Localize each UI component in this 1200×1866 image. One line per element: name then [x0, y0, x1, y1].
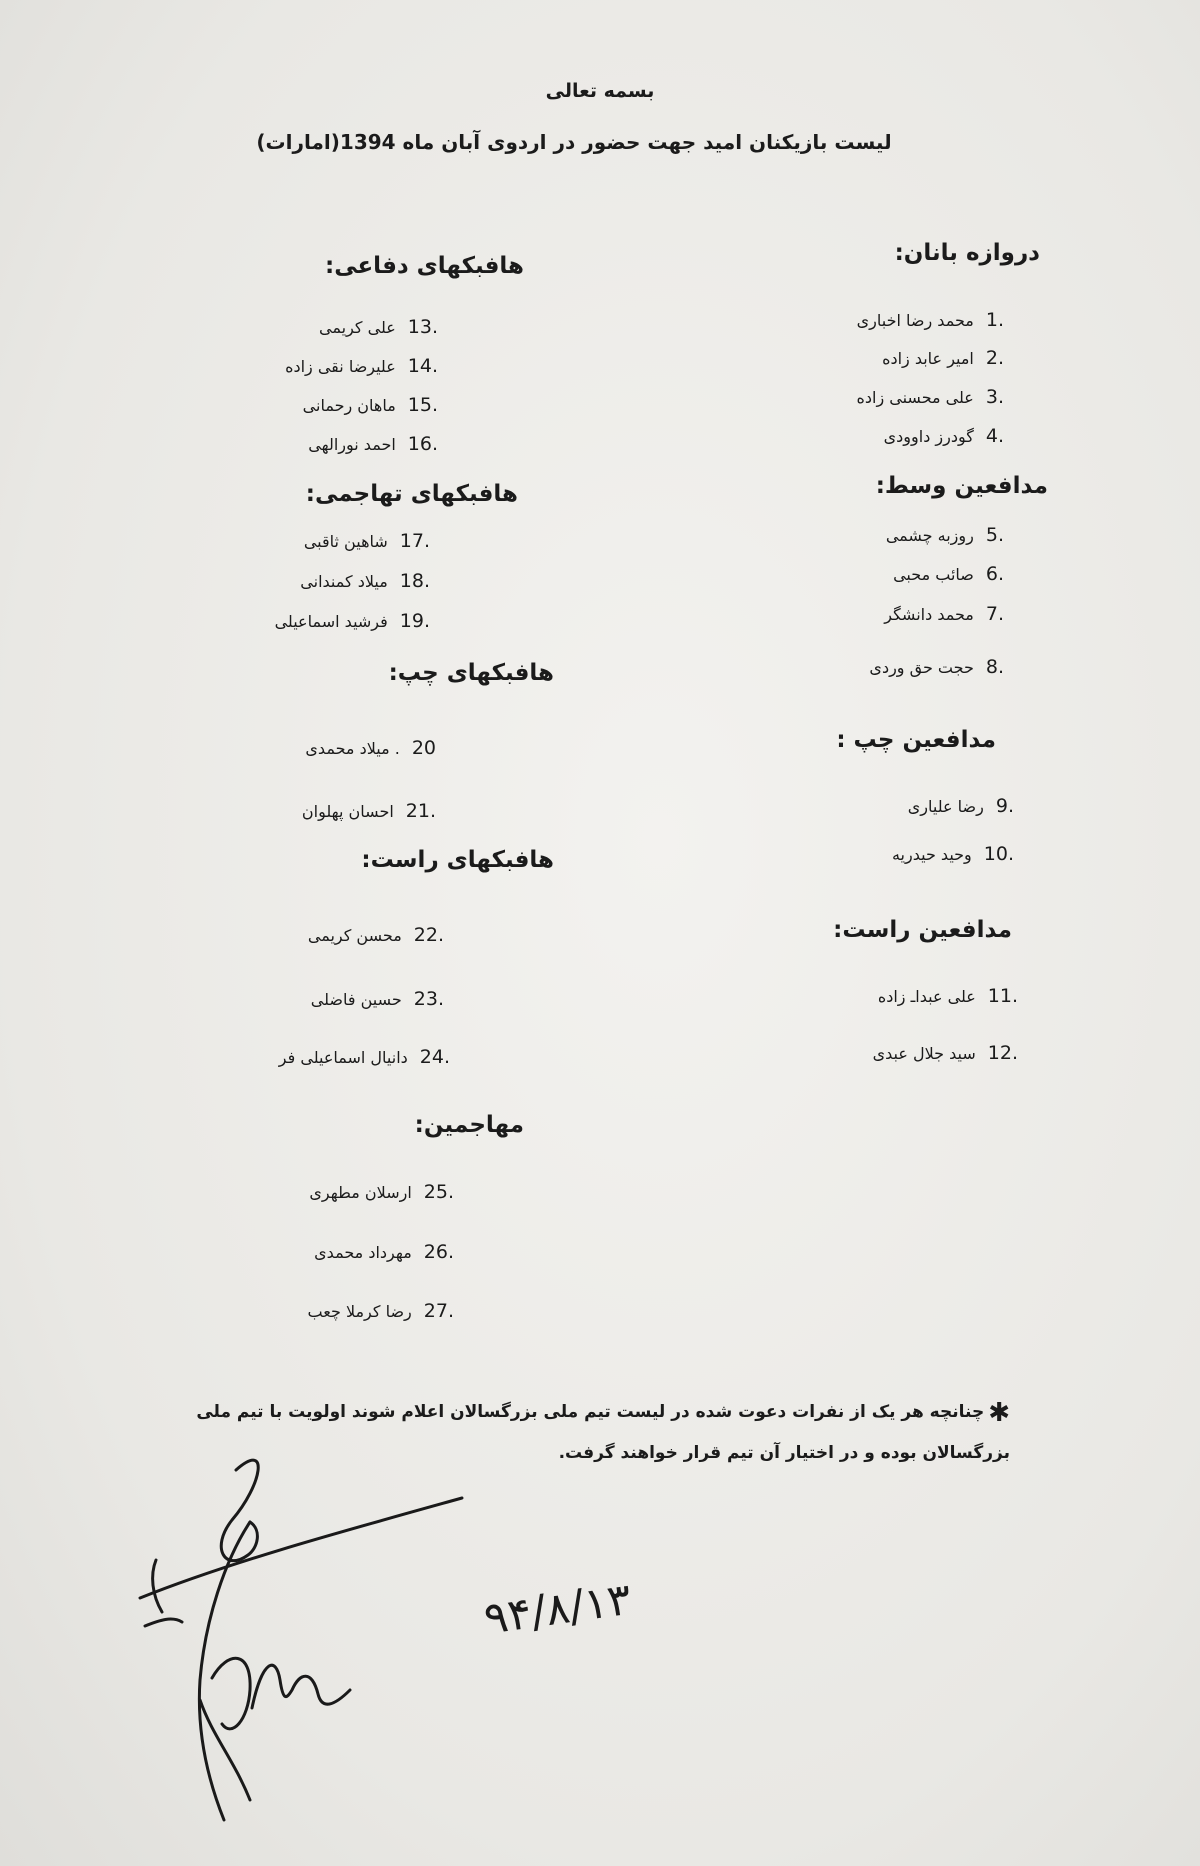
player-name: میلاد کمندانی: [300, 572, 388, 591]
player-name: محسن کریمی: [307, 926, 402, 945]
player-number: 4.: [985, 425, 1004, 447]
section-title-right-backs: مدافعین راست:: [833, 917, 1012, 943]
section-title-center-backs: مدافعین وسط:: [875, 473, 1048, 499]
handwritten-date: ۹۴/۸/۱۳: [480, 1573, 635, 1645]
player-name: محمد رضا اخباری: [856, 311, 974, 330]
section-title-left-backs: مدافعین چپ :: [836, 727, 996, 753]
player-name: محمد دانشگر: [884, 605, 974, 624]
player-number: 2.: [985, 347, 1004, 369]
player-name: گودرز داوودی: [883, 427, 974, 446]
player-number: 7.: [985, 603, 1004, 625]
signature-stroke: [212, 1658, 250, 1729]
player-name: علی کریمی: [319, 318, 396, 337]
player-name: صائب محبی: [893, 565, 974, 584]
signature-loop: [221, 1460, 258, 1561]
player-number: 26.: [423, 1241, 454, 1263]
section-title-defensive-midfielders: هافبکهای دفاعی:: [325, 253, 524, 279]
player-number: 23.: [413, 988, 444, 1010]
player-number: 5.: [985, 524, 1004, 546]
document-title: لیست بازیکنان امید جهت حضور در اردوی آبان ماه 1394(امارات): [256, 130, 892, 154]
player-name: دانیال اسماعیلی فر: [278, 1048, 408, 1067]
player-name: روزبه چشمی: [885, 526, 974, 545]
signature-underline: [140, 1498, 462, 1598]
player-number: 15.: [407, 394, 438, 416]
player-number: 25.: [423, 1181, 454, 1203]
section-title-attacking-midfielders: هافبکهای تهاجمی:: [305, 481, 518, 507]
player-number: 9.: [995, 795, 1014, 817]
player-number: 3.: [985, 386, 1004, 408]
player-number: 27.: [423, 1300, 454, 1322]
initials-mark: [153, 1560, 162, 1612]
player-number: 13.: [407, 316, 438, 338]
player-name: وحید حیدریه: [891, 845, 972, 864]
player-name: احسان پهلوان: [301, 802, 394, 821]
player-name: علیرضا نقی زاده: [285, 357, 396, 376]
signature-stroke: [200, 1700, 250, 1800]
player-name: حجت حق وردی: [869, 658, 974, 677]
player-number: 12.: [987, 1042, 1018, 1064]
player-name: ارسلان مطهری: [309, 1183, 412, 1202]
player-name: مهرداد محمدی: [314, 1243, 412, 1262]
player-name: ماهان رحمانی: [302, 396, 396, 415]
signature-stroke: [252, 1665, 350, 1708]
player-number: 17.: [399, 530, 430, 552]
player-name: سید جلال عبدی: [872, 1044, 976, 1063]
player-number: 14.: [407, 355, 438, 377]
player-number: 21.: [405, 800, 436, 822]
player-number: 11.: [987, 985, 1018, 1007]
player-name: احمد نورالهی: [308, 435, 396, 454]
player-number: 19.: [399, 610, 430, 632]
player-name: رضا کرملا چعب: [307, 1302, 412, 1321]
player-number: 24.: [419, 1046, 450, 1068]
section-title-right-midfielders: هافبکهای راست:: [361, 847, 554, 873]
player-number: 22.: [413, 924, 444, 946]
player-name: شاهین ثاقبی: [303, 532, 388, 551]
player-number: 8.: [985, 656, 1004, 678]
footnote-text: چنانچه هر یک از نفرات دعوت شده در لیست تیم ملی بزرگسالان اعلام شوند اولویت با تیم ملی بزرگسالان بوده و در اختیار آن تیم قرار خواهند گرفت.: [196, 1402, 1010, 1463]
player-name: حسین فاضلی: [310, 990, 402, 1009]
player-number: 10.: [983, 843, 1014, 865]
player-name: . میلاد محمدی: [305, 739, 400, 758]
section-title-forwards: مهاجمین:: [414, 1112, 524, 1138]
player-name: علی عبداـ زاده: [877, 987, 976, 1006]
player-name: علی محسنی زاده: [856, 388, 974, 407]
player-number: 18.: [399, 570, 430, 592]
player-name: رضا علیاری: [907, 797, 984, 816]
section-title-left-midfielders: هافبکهای چپ:: [388, 660, 554, 686]
invocation-heading: بسمه تعالی: [545, 80, 655, 102]
initials-mark: [145, 1619, 182, 1626]
player-number: 6.: [985, 563, 1004, 585]
player-number: 20: [411, 737, 436, 759]
section-title-goalkeepers: دروازه بانان:: [894, 240, 1040, 266]
player-name: امیر عابد زاده: [882, 349, 974, 368]
asterisk-icon: ✱: [988, 1398, 1010, 1428]
player-number: 16.: [407, 433, 438, 455]
player-number: 1.: [985, 309, 1004, 331]
player-name: فرشید اسماعیلی: [274, 612, 388, 631]
